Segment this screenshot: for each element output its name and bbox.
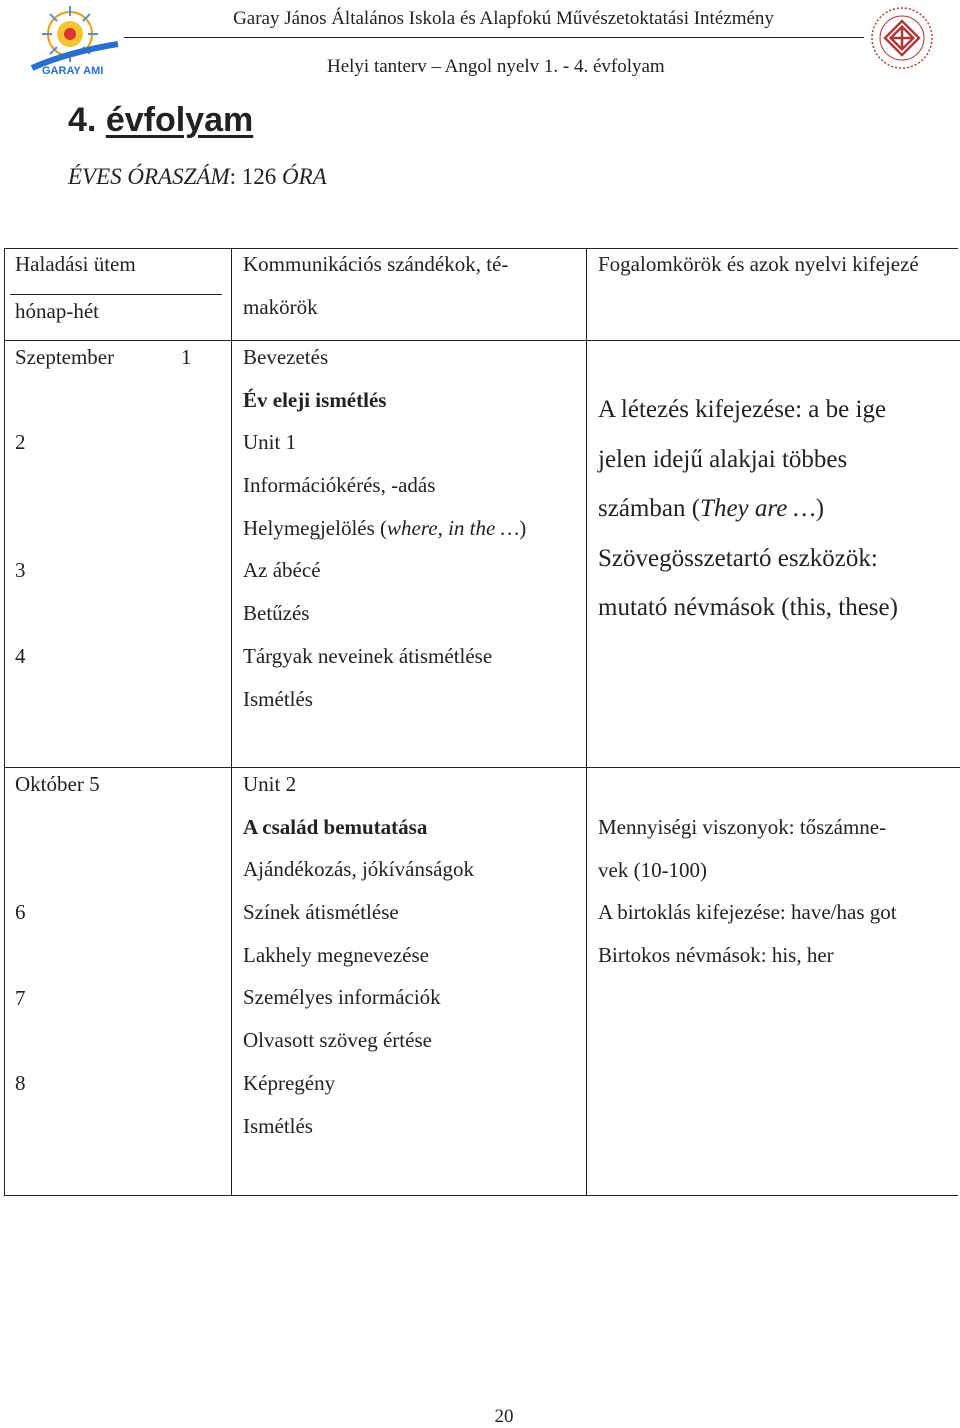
list-item: A birtoklás kifejezése: have/has got bbox=[598, 900, 897, 925]
list-item: Bevezetés bbox=[243, 345, 329, 369]
month-september: Szeptember bbox=[15, 345, 115, 369]
svg-text:GARAY AMI: GARAY AMI bbox=[42, 65, 104, 77]
list-item: Betűzés bbox=[243, 601, 310, 626]
list-item: Birtokos névmások: his, her bbox=[598, 943, 834, 968]
header-rule bbox=[124, 37, 864, 38]
list-item: Az ábécé bbox=[243, 558, 321, 583]
col-progress-bottom: hónap-hét bbox=[15, 299, 99, 323]
list-item: számban (They are …) bbox=[598, 495, 825, 523]
list-item: Információkérés, -adás bbox=[243, 473, 436, 498]
page-number: 20 bbox=[494, 1406, 514, 1427]
week-2: 2 bbox=[15, 430, 26, 454]
list-item: Unit 2 bbox=[243, 772, 297, 796]
list-item: Tárgyak neveinek átismétlése bbox=[243, 643, 493, 668]
list-item: Helymegjelölés (where, in the …) bbox=[243, 515, 527, 540]
grade-word: évfolyam bbox=[105, 101, 254, 139]
annual-hours-value: : 126 bbox=[229, 164, 277, 189]
list-item: Színek átismétlése bbox=[243, 900, 399, 925]
september-concepts bbox=[598, 385, 898, 633]
list-item: Unit 1 bbox=[243, 430, 297, 455]
school-name: Garay János Általános Iskola és Alapfokú Művészetoktatási Intézmény bbox=[233, 8, 774, 29]
october-topics bbox=[243, 763, 474, 1147]
week-6: 6 bbox=[15, 900, 26, 924]
week-4: 4 bbox=[15, 644, 26, 668]
october-concepts bbox=[598, 806, 897, 977]
col-concepts: Fogalomkörök és azok nyelvi kifejezé bbox=[598, 252, 919, 276]
week-7: 7 bbox=[15, 986, 26, 1010]
list-item: Ismétlés bbox=[243, 1113, 313, 1138]
list-item: Év eleji ismétlés bbox=[243, 387, 387, 412]
list-item: Személyes információk bbox=[243, 985, 441, 1010]
list-item: Ismétlés bbox=[243, 686, 313, 711]
annual-hours-label: ÉVES ÓRASZÁM bbox=[68, 164, 230, 189]
september-topics bbox=[243, 336, 526, 720]
list-item: Mennyiségi viszonyok: tőszámne- bbox=[598, 815, 887, 839]
list-item: Olvasott szöveg értése bbox=[243, 1028, 432, 1053]
list-item: jelen idejű alakjai többes bbox=[598, 445, 848, 473]
list-item: vek (10-100) bbox=[598, 857, 708, 882]
list-item: A család bemutatása bbox=[243, 814, 428, 839]
table-divider-col2 bbox=[586, 248, 587, 1196]
annual-hours bbox=[68, 164, 327, 190]
week-1: 1 bbox=[181, 345, 192, 369]
list-item: Lakhely megnevezése bbox=[243, 942, 429, 967]
month-october: Október 5 bbox=[15, 772, 100, 796]
grade-heading bbox=[68, 101, 253, 140]
annual-hours-unit: ÓRA bbox=[282, 164, 327, 189]
col-progress-top: Haladási ütem bbox=[15, 252, 136, 276]
table-divider-col1 bbox=[231, 248, 232, 1196]
col-topics: Kommunikációs szándékok, té- makörök bbox=[243, 252, 509, 319]
list-item: Ajándékozás, jókívánságok bbox=[243, 857, 474, 882]
list-item: mutató névmások (this, these) bbox=[598, 594, 898, 622]
grade-number: 4. bbox=[68, 101, 97, 139]
seal-logo-right bbox=[866, 6, 938, 70]
curriculum-title: Helyi tanterv – Angol nyelv 1. - 4. évfolyam bbox=[327, 56, 665, 77]
list-item: Képregény bbox=[243, 1070, 336, 1095]
week-8: 8 bbox=[15, 1071, 26, 1095]
table-row-divider bbox=[4, 767, 960, 768]
list-item: A létezés kifejezése: a be ige bbox=[598, 396, 887, 423]
week-3: 3 bbox=[15, 558, 26, 582]
list-item: Szövegösszetartó eszközök: bbox=[598, 544, 878, 572]
